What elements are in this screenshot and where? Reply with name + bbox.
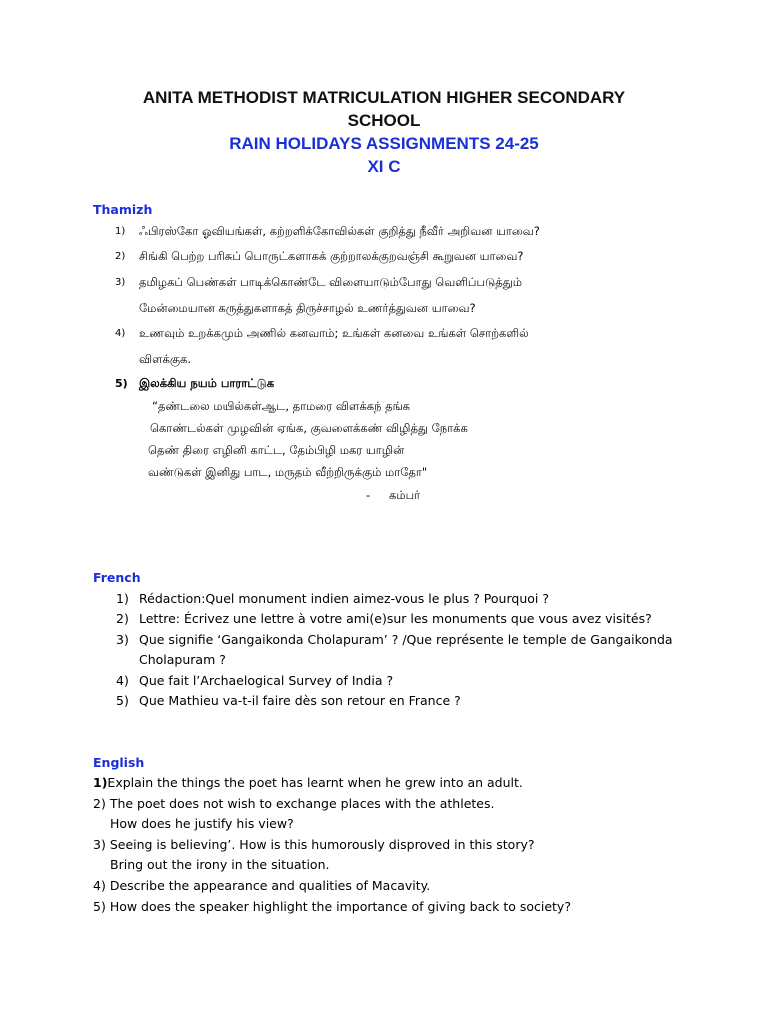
assignment-title: RAIN HOLIDAYS ASSIGNMENTS 24-25 <box>229 134 539 153</box>
english-item-3-text: Seeing is believing’. How is this humorously disproved in this story? <box>105 837 535 852</box>
french-heading: French <box>93 570 141 585</box>
thamizh-item-1-text: ஃபிரஸ்கோ ஓவியங்கள், கற்றளிக்கோவில்கள் குறித்து நீவீர் அறிவன யாவை? <box>139 224 540 238</box>
thamizh-item-4-number: 4) <box>115 328 126 339</box>
school-name-line2: SCHOOL <box>347 111 421 130</box>
french-item-5-number: 5) <box>116 693 129 708</box>
poem-line-4: வண்டுகள் இனிது பாட, மருதம் வீற்றிருக்கும் மாதோ" <box>148 465 428 479</box>
english-item-2-text-line2: How does he justify his view? <box>110 816 294 831</box>
french-item-4-number: 4) <box>116 673 129 688</box>
english-item-2-number: 2) <box>93 796 106 811</box>
thamizh-item-2-number: 2) <box>115 251 126 262</box>
english-item-3-text-line2: Bring out the irony in the situation. <box>110 857 330 872</box>
poem-line-2: கொண்டல்கள் முழவின் ஏங்க, குவளைக்கண் விழித்து நோக்க <box>150 421 468 435</box>
thamizh-heading: Thamizh <box>93 202 153 217</box>
english-item-4-number: 4) <box>93 878 106 893</box>
english-item-5-number: 5) <box>93 899 106 914</box>
french-item-2-number: 2) <box>116 611 129 626</box>
english-item-2 <box>93 796 494 811</box>
thamizh-item-1-number: 1) <box>115 226 126 237</box>
french-item-1-number: 1) <box>116 591 129 606</box>
english-item-1 <box>93 775 523 790</box>
french-item-4-text: Que fait l’Archaelogical Survey of India ? <box>139 673 394 688</box>
french-item-5-text: Que Mathieu va-t-il faire dès son retour en France ? <box>139 693 461 708</box>
french-item-3-number: 3) <box>116 632 129 647</box>
thamizh-item-4-text-line2: விளக்குக. <box>139 352 191 366</box>
english-item-4-text: Describe the appearance and qualities of Macavity. <box>105 878 431 893</box>
poem-author-dash: - <box>366 488 371 502</box>
thamizh-item-3-text-line1: தமிழகப் பெண்கள் பாடிக்கொண்டே விளையாடும்போது வெளிப்படுத்தும் <box>139 275 523 289</box>
poem-line-1: “தண்டலை மயில்கள்ஆட, தாமரை விளக்கந் தங்க <box>152 399 411 413</box>
class-label: XI C <box>367 157 401 176</box>
english-item-5 <box>93 899 571 914</box>
french-item-1-text: Rédaction:Quel monument indien aimez-vous le plus ? Pourquoi ? <box>139 591 549 606</box>
thamizh-item-5-text: இலக்கிய நயம் பாராட்டுக <box>139 376 275 390</box>
english-item-1-text: Explain the things the poet has learnt when he grew into an adult. <box>107 775 523 790</box>
school-name-line1: ANITA METHODIST MATRICULATION HIGHER SECONDARY <box>142 88 626 107</box>
poem-line-3: தெண் திரை எழினி காட்ட, தேம்பிழி மகர யாழின் <box>148 443 405 457</box>
english-heading: English <box>93 755 145 770</box>
thamizh-item-3-number: 3) <box>115 277 126 288</box>
english-item-1-number: 1) <box>93 775 108 790</box>
french-item-3-text-line2: Cholapuram ? <box>139 652 226 667</box>
thamizh-item-3-text-line2: மேன்மையான கருத்துகளாகத் திருச்சாழல் உணர்த்துவன யாவை? <box>139 301 476 315</box>
thamizh-item-2-text: சிங்கி பெற்ற பரிசுப் பொருட்களாகக் குற்றாலக்குறவஞ்சி கூறுவன யாவை? <box>139 249 524 263</box>
thamizh-item-5-number: 5) <box>115 377 128 390</box>
english-item-5-text: How does the speaker highlight the importance of giving back to society? <box>105 899 571 914</box>
english-item-2-text: The poet does not wish to exchange places with the athletes. <box>105 796 495 811</box>
english-item-4 <box>93 878 430 893</box>
english-item-3-number: 3) <box>93 837 106 852</box>
french-item-3-text-line1: Que signifie ‘Gangaikonda Cholapuram’ ? /Que représente le temple de Gangaikonda <box>139 632 673 647</box>
thamizh-item-4-text-line1: உணவும் உறக்கமும் அணில் கனவாம்; உங்கள் கனவை உங்கள் சொற்களில் <box>139 326 529 340</box>
french-item-2-text: Lettre: Écrivez une lettre à votre ami(e)sur les monuments que vous avez visités? <box>139 611 652 626</box>
poem-author: கம்பர் <box>389 488 421 502</box>
english-item-3 <box>93 837 535 852</box>
